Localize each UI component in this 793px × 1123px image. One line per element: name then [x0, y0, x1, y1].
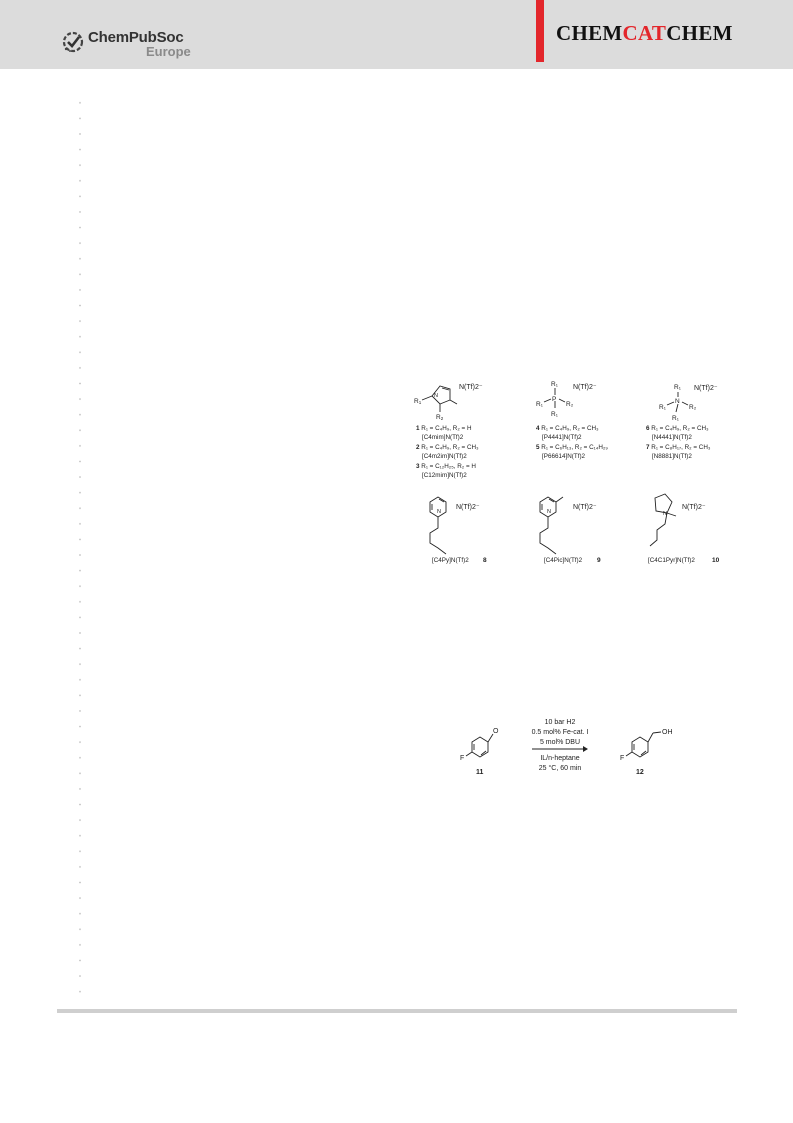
il-entry-1: 1 R₁ = C₄H₉, R₂ = H	[416, 425, 472, 432]
svg-text:P: P	[552, 396, 557, 403]
il-entry-5: 5 R₁ = C₆H₁₃, R₂ = C₁₄H₂₉	[536, 444, 608, 451]
il-name-9: [C4Pic]N(Tf)2	[544, 557, 583, 564]
reaction-arrowhead	[583, 746, 588, 752]
r2-label: R2	[436, 414, 444, 421]
il-name-7: [N8881]N(Tf)2	[652, 453, 692, 460]
svg-text:R₁: R₁	[536, 401, 543, 408]
il-entry-4: 4 R₁ = C₄H₉, R₂ = CH₃	[536, 425, 599, 432]
condition-solvent: IL/n-heptane	[540, 755, 580, 762]
anion-label: N(Tf)2⁻	[694, 385, 718, 392]
il-entry-6: 6 R₁ = C₄H₉, R₂ = CH₃	[646, 425, 709, 432]
substituent-label: F	[460, 755, 465, 762]
il-num-8: 8	[483, 557, 487, 564]
picolinium-structure	[540, 497, 563, 554]
il-entry-3: 3 R₁ = C₁₂H₂₅, R₂ = H	[416, 463, 476, 470]
il-num-10: 10	[712, 557, 720, 564]
svg-text:R₁: R₁	[674, 384, 681, 391]
anion-label: N(Tf)2⁻	[459, 384, 483, 391]
condition-base: 5 mol% DBU	[539, 739, 581, 746]
anion-label: N(Tf)2⁻	[573, 384, 597, 391]
hydrogenation-scheme	[450, 712, 690, 802]
il-entry-7: 7 R₁ = C₈H₁₇, R₂ = CH₃	[646, 444, 711, 451]
page-header	[0, 0, 793, 69]
svg-text:N: N	[547, 509, 551, 515]
il-name-4: [P4441]N(Tf)2	[542, 434, 582, 441]
il-name-1: [C4mim]N(Tf)2	[422, 434, 464, 441]
imidazolium-structure	[422, 386, 457, 412]
svg-text:O: O	[493, 728, 499, 735]
product-number: 12	[636, 769, 644, 776]
pyridinium-structure	[430, 497, 446, 554]
anion-label: N(Tf)2⁻	[456, 504, 480, 511]
line-number-margin	[79, 95, 81, 1000]
pyrrolidinium-structure	[650, 494, 676, 546]
svg-text:R₁: R₁	[672, 415, 679, 422]
il-num-9: 9	[597, 557, 601, 564]
svg-text:R₂: R₂	[689, 404, 697, 411]
journal-accent-bar	[536, 0, 544, 62]
il-name-6: [N4441]N(Tf)2	[652, 434, 692, 441]
svg-text:R₁: R₁	[551, 381, 558, 388]
condition-temp-time: 25 °C, 60 min	[538, 765, 582, 772]
il-name-3: [C12mim]N(Tf)2	[422, 472, 467, 479]
brand-subtitle: Europe	[146, 44, 191, 59]
journal-logo	[536, 0, 793, 69]
substrate-structure	[466, 734, 493, 757]
svg-text:N: N	[437, 509, 441, 515]
product-group-label: OH	[662, 729, 673, 736]
substituent-label: F	[620, 755, 625, 762]
chempubsoc-star-icon	[62, 31, 84, 53]
svg-text:R₁: R₁	[551, 411, 558, 418]
brand-name: ChemPubSoc	[88, 29, 184, 46]
il-name-5: [P66614]N(Tf)2	[542, 453, 586, 460]
svg-text:N: N	[675, 398, 680, 405]
svg-text:R₁: R₁	[659, 404, 666, 411]
condition-h2: 10 bar H2	[544, 719, 576, 726]
svg-text:R₂: R₂	[566, 401, 574, 408]
il-name-8: [C4Py]N(Tf)2	[432, 557, 469, 564]
substrate-number: 11	[476, 769, 484, 776]
il-name-10: [C4C1Pyr]N(Tf)2	[648, 557, 695, 564]
il-name-2: [C4m2im]N(Tf)2	[422, 453, 467, 460]
r1-label: R1	[414, 398, 422, 405]
ionic-liquids-figure	[410, 376, 735, 576]
footer-rule	[57, 1009, 737, 1013]
il-entry-2: 2 R₁ = C₄H₉, R₂ = CH₃	[416, 444, 479, 451]
svg-text:N: N	[663, 511, 667, 517]
anion-label: N(Tf)2⁻	[682, 504, 706, 511]
publisher-logo	[62, 29, 202, 63]
n-plus-label: N	[434, 393, 438, 399]
product-structure	[626, 732, 661, 757]
journal-title: CHEMCATCHEM	[556, 21, 733, 45]
condition-catalyst: 0.5 mol% Fe-cat. I	[531, 729, 589, 736]
anion-label: N(Tf)2⁻	[573, 504, 597, 511]
